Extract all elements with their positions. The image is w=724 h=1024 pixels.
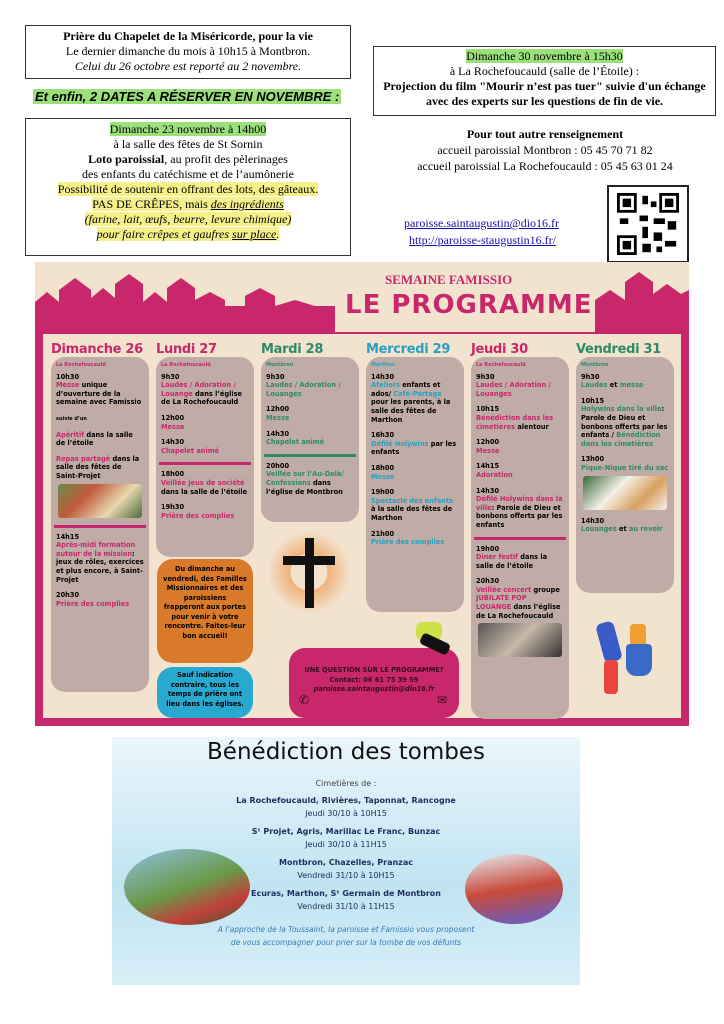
cross-icon [267,530,351,614]
item-hl: Veillée concert [476,585,532,594]
item-time: 20h00 [266,461,290,470]
item-time: 12h00 [476,438,500,447]
cemetery-places: Ecuras, Marthon, Sᵗ Germain de Montbron [251,889,441,898]
schedule-item [56,431,144,448]
item-rest: dans la salle de l’étoile [56,430,133,448]
item-hl: Laudes / Adoration / Louanges [266,381,341,398]
schedule-item [476,438,564,455]
item-hl2: JUBILATE POP LOUANGE [476,594,527,612]
schedule-item [161,503,249,520]
schedule-item [266,462,354,496]
cemetery-photo-left [124,849,250,925]
item-hl: Veillée jeux de société [161,478,245,487]
item-rest: dans la salle de l’étoile [476,553,548,570]
item-time: 9h30 [476,372,495,381]
item-time: 14h30 [476,486,500,495]
cemetery-time: Jeudi 30/10 à 10H15 [305,809,387,818]
loto-support: Possibilité de soutenir en offrant des lots, des gâteaux. [57,182,319,196]
programme-title: LE PROGRAMME [345,290,593,320]
item-rest: dans l’église de Montbron [266,478,343,496]
item-hl: Messe [371,472,395,481]
schedule-item [476,577,564,657]
item-hl2: messe [619,381,644,390]
item-rest2: pour les parents, à la salle des fêtes de Marthon [371,398,451,424]
item-time: 9h30 [581,372,600,381]
item-hl: Défilé Holywins [371,439,429,448]
chapelet-line1: Le dernier dimanche du mois à 10h15 à Montbron. [65,44,311,58]
item-time: 9h30 [266,372,285,381]
cemetery-time: Vendredi 31/10 à 10H15 [297,871,395,880]
day-name: Vendredi 31 [576,342,662,357]
cemetery-places: Sᵗ Projet, Agris, Marillac Le Franc, Bunzac [251,827,441,836]
item-rest: dans la salle de l’étoile [161,487,248,496]
crepes-5: sur place [232,227,277,241]
item-time: 9h30 [161,372,180,381]
item-rest: par les enfants [371,439,457,457]
item-rest: dans la salle des fêtes de Saint-Projet [56,454,140,480]
website-link[interactable]: http://paroisse-staugustin16.fr/ [409,233,556,247]
contact-block [380,126,710,174]
day-name: Jeudi 30 [471,342,528,357]
schedule-item [56,414,144,424]
item-hl: Défilé Holywins dans la ville [476,495,563,512]
day-name: Mardi 28 [261,342,324,357]
item-hl: Repas partagé [56,454,111,463]
item-rest: : Parole de Dieu et bonbons offerts par les enfants [476,503,563,529]
crepes-4: pour faire crêpes et gaufres [96,227,233,241]
item-hl: Laudes / Adoration / Louange [161,381,236,398]
contact-montbron: accueil paroissial Montbron : 05 45 70 71 82 [437,143,653,157]
envelope-icon: ✉ [436,693,447,707]
schedule-item [371,464,459,481]
day-place: Marthon [371,362,395,368]
item-hl: Pique-Nique tiré du sac [581,463,669,472]
dates-heading: Et enfin, 2 DATES A RÉSERVER EN NOVEMBRE : [35,89,340,104]
contact-rochefoucauld: accueil paroissial La Rochefoucauld : 05 45 63 01 24 [417,159,673,173]
loto-box [25,118,351,256]
food-photo [58,484,142,518]
benediction-intro: Cimetières de : [315,779,377,788]
cemetery-time: Jeudi 30/10 à 11H15 [305,840,387,849]
day-place: La Rochefoucauld [161,362,211,368]
item-hl: Bénédiction dans les cimetières [476,413,554,431]
item-rest: alentour [515,422,549,431]
schedule-item [581,455,669,509]
day-name: Mercredi 29 [366,342,451,357]
day-place: Montbron [266,362,294,368]
guitarist-illustration [410,612,460,662]
item-hl2: Bénédiction dans les cimetières [581,431,661,448]
day-column [576,342,674,593]
schedule-item [161,470,249,496]
film-date: Dimanche 30 novembre à 15h30 [466,49,623,63]
schedule-item [476,405,564,431]
item-hl: Louanges [581,525,617,534]
schedule-item [371,488,459,522]
item-rest: et [607,381,620,390]
item-hl: Prière des complies [56,599,130,608]
loto-title: Loto paroissial [88,152,165,166]
day-column [471,342,569,719]
item-time: 19h00 [476,544,500,553]
film-place: à La Rochefoucauld (salle de l’Étoile) : [449,64,640,78]
schedule-item [476,462,564,479]
day-name: Lundi 27 [156,342,217,357]
day-name: Dimanche 26 [51,342,143,357]
item-hl: Laudes / Adoration / Louanges [476,381,551,398]
item-rest: dans l’église de La Rochefoucauld [161,389,243,407]
phone-icon: ✆ [299,693,310,707]
schedule-item [161,414,249,431]
schedule-item [266,430,354,447]
item-hl: Laudes [581,381,608,390]
item-time: 20h30 [56,591,80,600]
email-link[interactable]: paroisse.saintaugustin@dio16.fr [404,216,560,230]
cemetery-places: La Rochefoucauld, Rivières, Taponnat, Rancogne [236,796,456,805]
dancers-illustration [590,602,670,702]
item-rest: à la salle des fêtes de Marthon [371,505,453,522]
item-rest2: dans l’église de La Rochefoucauld [476,603,561,620]
schedule-item [56,533,144,585]
picnic-photo [583,476,667,510]
item-hl: Holywins dans la ville [581,405,662,414]
item-hl: Messe [161,422,185,431]
benediction-footer-2: de vous accompagner pour prier sur la tombe de vos défunts [230,938,462,947]
programme-poster [35,262,689,726]
question-email: paroisse.saintaugustin@dio16.fr [313,685,435,693]
film-box [373,46,716,116]
item-rest: enfants et ados/ [371,381,441,398]
item-rest: et [616,525,629,534]
schedule-item [581,517,669,534]
item-hl: Après-midi formation autour de la mission [56,541,136,558]
item-time: 14h30 [161,438,185,447]
item-time: 20h30 [476,577,500,586]
schedule-item [266,405,354,422]
item-time: 14h15 [56,532,80,541]
item-time: 18h00 [371,463,395,472]
day-schedule [261,357,359,522]
crepes-3: (farine, lait, œufs, beurre, levure chimique) [84,212,292,226]
benediction-title: Bénédiction des tombes [207,739,485,765]
item-time: 14h30 [371,372,395,381]
question-contact: Contact: 06 61 75 39 59 [329,675,419,684]
schedule-item [581,373,669,390]
qr-code-icon [607,185,689,263]
schedule-item [371,431,459,457]
schedule-item [371,373,459,425]
day-column [261,342,359,522]
item-time: 12h00 [266,405,290,414]
item-rest: suivie d’un [56,415,87,422]
schedule-item [476,373,564,399]
day-column [366,342,464,612]
contact-title: Pour tout autre renseignement [466,127,624,141]
divider [264,454,356,457]
schedule-item [476,487,564,530]
item-hl: Messe [266,413,290,422]
loto-desc2: des enfants du catéchisme et de l’aumônerie [82,167,294,181]
item-time: 10h30 [56,372,80,381]
schedule-item [56,591,144,608]
item-hl: Prière des complies [161,511,235,520]
schedule-item [581,397,669,449]
day-schedule [51,357,149,692]
concert-photo [478,623,562,657]
day-column [156,342,254,557]
item-hl: Messe [56,381,80,390]
item-time: 14h15 [476,462,500,471]
item-rest: : jeux de rôles, exercices et plus encore, à Saint-Projet [56,549,144,584]
programme-subtitle: SEMAINE FAMISSIO [385,272,513,287]
item-hl: Chapelet animé [161,446,220,455]
item-hl2: Café-Partage [393,389,442,398]
item-hl2: au revoir [628,525,663,534]
item-time: 14h30 [581,516,605,525]
benediction-poster [112,737,580,985]
item-rest: groupe [531,585,560,594]
crepes-1: PAS DE CRÊPES, mais [92,197,211,211]
item-hl: Spectacle des enfants [371,496,454,505]
schedule-item [266,373,354,399]
item-hl: Adoration [476,470,513,479]
item-hl: Messe [476,446,500,455]
divider [474,537,566,540]
day-schedule [366,357,464,612]
day-schedule [156,357,254,557]
schedule-item [371,530,459,547]
divider [159,462,251,465]
item-time: 18h00 [161,470,185,479]
item-rest: : Parole de Dieu et bonbons offerts par les enfants / [581,405,668,440]
day-schedule [576,357,674,593]
chapelet-title: Prière du Chapelet de la Miséricorde, pour la vie [63,29,313,43]
churches-bubble: Sauf indication contraire, tous les temps de prière ont lieu dans les églises. [157,667,253,718]
item-time: 12h00 [161,413,185,422]
item-time: 10h15 [581,396,605,405]
item-time: 14h30 [266,429,290,438]
item-time: 10h15 [476,405,500,414]
film-desc: Projection du film "Mourir n’est pas tuer" suivie d'un échange avec des experts sur les questions de fin de vie. [383,79,706,108]
schedule-item [56,373,144,407]
item-hl: Diner festif [476,553,518,562]
crepes-6: . [276,227,280,241]
cemetery-photo-right [465,854,563,924]
schedule-item [161,373,249,407]
day-schedule [471,357,569,719]
cemetery-time: Vendredi 31/10 à 11H15 [297,902,395,911]
item-hl: Ateliers [371,381,400,390]
crepes-2: des ingrédients [210,197,284,211]
day-place: La Rochefoucauld [56,362,106,368]
families-bubble: Du dimanche au vendredi, des Familles Missionnaires et des paroissiens frapperont aux portes pour venir à votre rencontre. Faites-leur bon accueil! [157,559,253,663]
item-time: 19h30 [161,503,185,512]
loto-desc: , au profit des pèlerinages [164,152,288,166]
chapelet-box [25,25,351,79]
schedule-item [476,545,564,571]
item-time: 16h30 [371,431,395,440]
loto-place: à la salle des fêtes de St Sornin [113,137,263,151]
item-hl: Prière des complies [371,538,445,547]
item-time: 19h00 [371,488,395,497]
day-column [51,342,149,692]
item-hl: Chapelet animé [266,438,325,447]
day-place: Montbron [581,362,609,368]
chapelet-line2: Celui du 26 octobre est reporté au 2 novembre. [74,59,302,73]
cemetery-places: Montbron, Chazelles, Pranzac [279,858,413,867]
question-title: UNE QUESTION SUR LE PROGRAMME? [304,666,444,674]
item-hl: Veillée sur l’Au-Delà/ Confessions [266,470,344,487]
day-place: La Rochefoucauld [476,362,526,368]
divider [54,525,146,528]
schedule-item [56,455,144,518]
item-time: 21h00 [371,529,395,538]
item-time: 13h00 [581,455,605,464]
item-hl: Apéritif [56,430,85,439]
item-rest: unique d’ouverture de la semaine avec Famissio [56,381,142,407]
schedule-item [161,438,249,455]
loto-date: Dimanche 23 novembre à 14h00 [109,122,267,136]
benediction-footer-1: A l’approche de la Toussaint, la paroisse et Famissio vous proposent [217,925,475,934]
